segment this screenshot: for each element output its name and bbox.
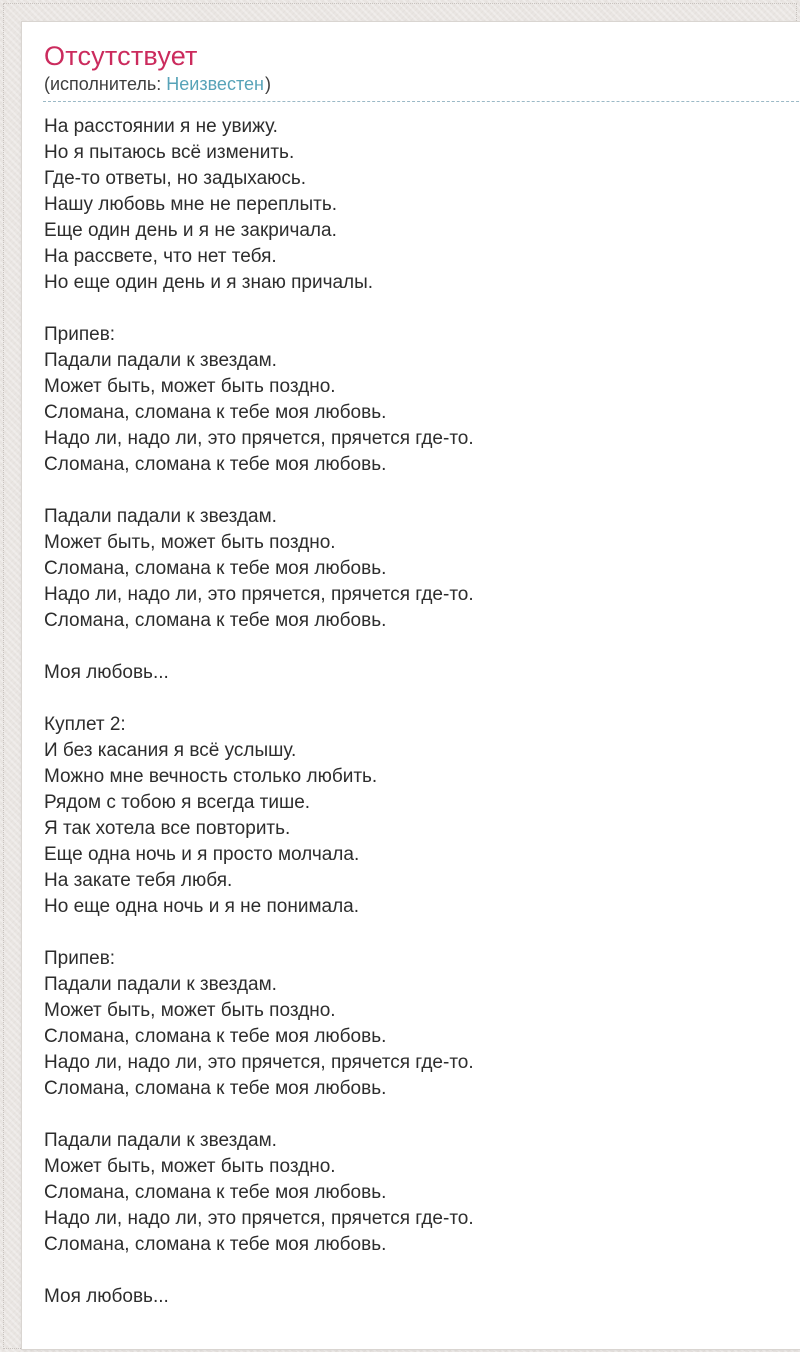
lyrics-stanza: Падали падали к звездам. Может быть, может быть поздно. Сломана, сломана к тебе моя любовь. Надо ли, надо ли, это прячется, прячется где-то. Сломана, сломана к тебе моя любовь. <box>44 506 474 631</box>
artist-label-suffix: ) <box>264 74 271 94</box>
lyrics-stanza: На расстоянии я не увижу. Но я пытаюсь всё изменить. Где-то ответы, но задыхаюсь. Нашу любовь мне не переплыть. Еще один день и я не закричала. На рассвете, что нет тебя. Но еще один день и я знаю причалы. <box>44 116 374 293</box>
lyrics-stanza: Падали падали к звездам. Может быть, может быть поздно. Сломана, сломана к тебе моя любовь. Надо ли, надо ли, это прячется, прячется где-то. Сломана, сломана к тебе моя любовь. <box>44 1130 474 1255</box>
artist-line <box>44 73 799 95</box>
lyrics-stanza: Припев: Падали падали к звездам. Может быть, может быть поздно. Сломана, сломана к тебе моя любовь. Надо ли, надо ли, это прячется, прячется где-то. Сломана, сломана к тебе моя любовь. <box>44 324 474 475</box>
lyrics-stanza: Припев: Падали падали к звездам. Может быть, может быть поздно. Сломана, сломана к тебе моя любовь. Надо ли, надо ли, это прячется, прячется где-то. Сломана, сломана к тебе моя любовь. <box>44 948 474 1099</box>
lyrics-card <box>21 21 800 1350</box>
lyrics-text <box>44 114 799 1310</box>
header-separator <box>43 101 800 102</box>
lyrics-stanza: Куплет 2: И без касания я всё услышу. Можно мне вечность столько любить. Рядом с тобою я всегда тише. Я так хотела все повторить. Еще одна ночь и я просто молчала. На закате тебя любя. Но еще одна ночь и я не понимала. <box>44 714 378 917</box>
artist-link[interactable]: Неизвестен <box>166 74 264 94</box>
lyrics-stanza: Моя любовь... <box>44 1286 169 1307</box>
artist-label: (исполнитель: <box>44 74 162 94</box>
lyrics-stanza: Моя любовь... <box>44 662 169 683</box>
song-title: Отсутствует <box>44 41 198 71</box>
